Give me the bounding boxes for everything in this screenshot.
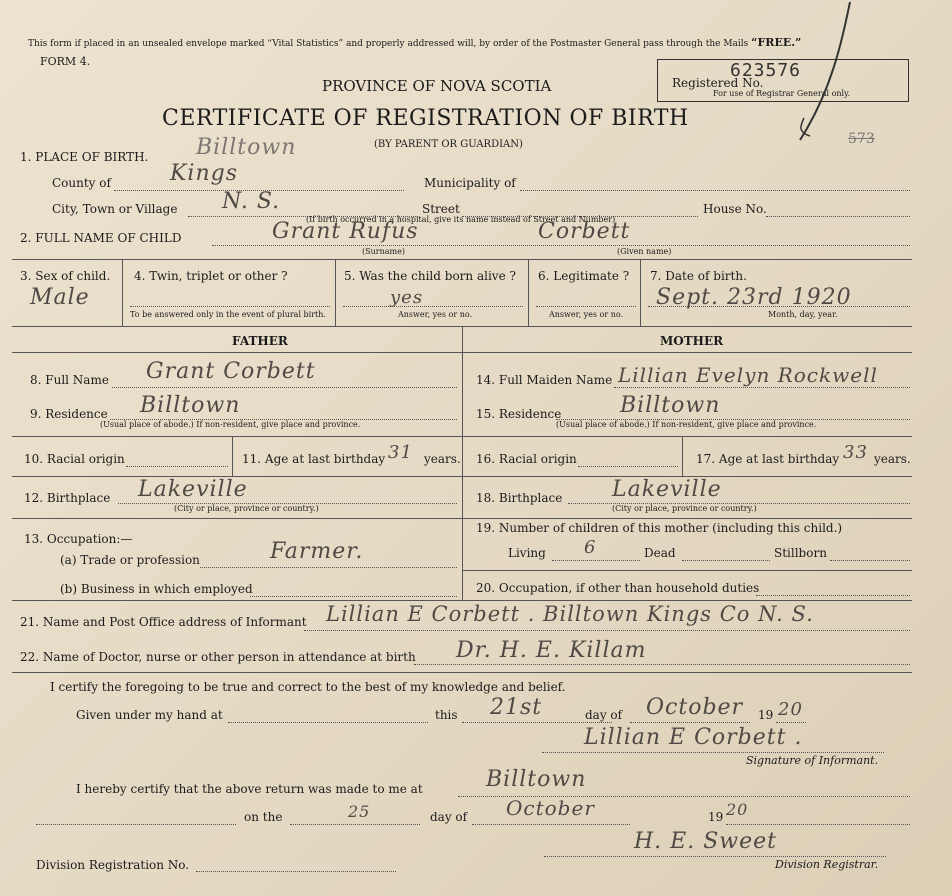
mother-birthplace-label: 18. Birthplace (476, 491, 563, 505)
alive-note: Answer, yes or no. (398, 310, 473, 319)
father-birthplace-note: (City or place, province or country.) (174, 504, 319, 513)
mother-age-label: 17. Age at last birthday (696, 452, 840, 466)
alive-label: 5. Was the child born alive ? (344, 269, 516, 283)
mother-racial-label: 16. Racial origin (476, 452, 577, 466)
informant-label: 21. Name and Post Office address of Informant (20, 615, 307, 629)
return-day-of-label: day of (430, 810, 468, 824)
house-line (766, 216, 910, 217)
child-given-name: Grant Rufus (272, 219, 419, 244)
div-reg-no-line (196, 871, 396, 872)
given-year-line (776, 722, 806, 723)
given-day-value: 21st (490, 695, 543, 720)
father-residence-note: (Usual place of abode.) If non-resident, give place and province. (100, 420, 361, 429)
informant-signature: Lillian E Corbett . (584, 725, 803, 750)
return-year-prefix: 19 (708, 810, 724, 824)
on-the-label: on the (244, 810, 283, 824)
mother-years: years. (874, 452, 911, 466)
given-place-line (228, 722, 428, 723)
given-day-line (462, 722, 612, 723)
informant-signature-label: Signature of Informant. (746, 754, 879, 767)
page-title: CERTIFICATE OF REGISTRATION OF BIRTH (162, 106, 689, 131)
registrar-label: Division Registrar. (775, 858, 879, 871)
father-residence-value: Billtown (140, 393, 241, 418)
stillborn-line (830, 560, 910, 561)
mother-occupation-label: 20. Occupation, if other than household duties (476, 581, 760, 595)
return-place-value: Billtown (486, 767, 587, 792)
province-heading: PROVINCE OF NOVA SCOTIA (322, 77, 552, 95)
date-value: Sept. 23rd 1920 (656, 285, 852, 310)
trade-label: (a) Trade or profession (60, 553, 200, 567)
rule (462, 518, 912, 519)
rule (682, 436, 683, 476)
stillborn-label: Stillborn (774, 546, 827, 560)
given-day-of-label: day of (585, 708, 623, 722)
date-label: 7. Date of birth. (650, 269, 747, 283)
business-label: (b) Business in which employed (60, 582, 253, 596)
rule (12, 672, 912, 673)
registrar-signature-line (544, 856, 886, 857)
return-left-line (36, 824, 236, 825)
business-line (250, 596, 457, 597)
living-label: Living (508, 546, 546, 560)
date-note: Month, day, year. (768, 310, 838, 319)
rule (232, 436, 233, 476)
trade-line (200, 567, 457, 568)
mother-birthplace-value: Lakeville (612, 477, 722, 502)
father-occupation-label: 13. Occupation:— (24, 532, 133, 546)
county-value: Kings (170, 161, 239, 186)
doctor-label: 22. Name of Doctor, nurse or other person in attendance at birth (20, 650, 416, 664)
father-birthplace-label: 12. Birthplace (24, 491, 111, 505)
city-label: City, Town or Village (52, 202, 178, 216)
page-subtitle: (BY PARENT OR GUARDIAN) (374, 139, 523, 150)
child-surname: Corbett (538, 219, 631, 244)
city-value: N. S. (222, 189, 281, 214)
dead-label: Dead (644, 546, 676, 560)
given-month-line (630, 722, 750, 723)
rule (12, 600, 912, 601)
father-age-label: 11. Age at last birthday (242, 452, 386, 466)
given-month-value: October (646, 695, 744, 720)
trade-value: Farmer. (270, 539, 364, 564)
municipality-line (520, 190, 910, 191)
return-month-value: October (506, 796, 595, 820)
father-name-line (112, 387, 457, 388)
mother-name-label: 14. Full Maiden Name (476, 373, 613, 387)
county-label: County of (52, 176, 111, 190)
living-line (552, 560, 640, 561)
form-number: FORM 4. (40, 55, 91, 68)
rule (640, 259, 641, 326)
rule (12, 518, 462, 519)
surname-note: (Surname) (362, 247, 405, 256)
rule (12, 436, 462, 437)
given-year-prefix: 19 (758, 708, 774, 722)
father-age-value: 31 (388, 442, 413, 463)
sex-label: 3. Sex of child. (20, 269, 111, 283)
postal-notice: This form if placed in an unsealed envelope marked “Vital Statistics” and properly addressed will, by order of the Postmaster General pass through the Mails “FREE.” (28, 36, 802, 49)
rule (335, 259, 336, 326)
street-label: Street (422, 202, 460, 216)
given-label: Given under my hand at (76, 708, 223, 722)
date-line (648, 306, 910, 307)
dead-line (682, 560, 770, 561)
return-day-line (290, 824, 420, 825)
father-racial-label: 10. Racial origin (24, 452, 125, 466)
rule (122, 259, 123, 326)
return-year-line (726, 824, 910, 825)
rule (12, 352, 912, 353)
mother-age-value: 33 (843, 442, 868, 463)
rule (462, 326, 463, 600)
rule (528, 259, 529, 326)
mother-birthplace-note: (City or place, province or country.) (612, 504, 757, 513)
twin-label: 4. Twin, triplet or other ? (134, 269, 288, 283)
father-name-value: Grant Corbett (146, 359, 316, 384)
doctor-value: Dr. H. E. Killam (456, 638, 647, 663)
municipality-label: Municipality of (424, 176, 516, 190)
informant-line (304, 630, 910, 631)
mother-racial-line (578, 466, 678, 467)
father-birthplace-value: Lakeville (138, 477, 248, 502)
rule (12, 259, 912, 260)
mother-residence-value: Billtown (620, 393, 721, 418)
doctor-line (414, 664, 910, 665)
return-day-value: 25 (348, 802, 371, 821)
rule (462, 436, 912, 437)
alive-line (343, 306, 523, 307)
informant-signature-line (542, 752, 884, 753)
certify-statement: I certify the foregoing to be true and correct to the best of my knowledge and belief. (50, 680, 566, 694)
given-year-value: 20 (778, 699, 803, 720)
margin-number: 573 (848, 131, 875, 147)
living-value: 6 (584, 537, 597, 558)
div-reg-no-label: Division Registration No. (36, 858, 190, 872)
legitimate-note: Answer, yes or no. (549, 310, 624, 319)
registered-label: Registered No. (672, 76, 764, 90)
twin-line (130, 306, 330, 307)
child-name-label: 2. FULL NAME OF CHILD (20, 231, 182, 245)
mother-name-value: Lillian Evelyn Rockwell (618, 363, 878, 387)
return-label: I hereby certify that the above return was made to me at (76, 782, 423, 796)
hospital-note: (If birth occurred in a hospital, give its name instead of Street and Number) (306, 215, 616, 224)
child-name-line (212, 245, 910, 246)
pen-stroke (780, 0, 860, 150)
return-year-value: 20 (726, 800, 749, 819)
legitimate-label: 6. Legitimate ? (538, 269, 630, 283)
father-name-label: 8. Full Name (30, 373, 109, 387)
alive-value: yes (390, 287, 424, 308)
place-of-birth-value: Billtown (196, 135, 297, 160)
mother-residence-note: (Usual place of abode.) If non-resident, give place and province. (556, 420, 817, 429)
mother-heading: MOTHER (660, 334, 724, 348)
return-month-line (472, 824, 630, 825)
given-name-note: (Given name) (617, 247, 672, 256)
father-racial-line (126, 466, 228, 467)
sex-value: Male (30, 285, 90, 310)
rule (462, 570, 912, 571)
father-heading: FATHER (232, 334, 288, 348)
twin-note: To be answered only in the event of plural birth. (130, 310, 326, 319)
mother-residence-label: 15. Residence (476, 407, 562, 421)
children-label: 19. Number of children of this mother (including this child.) (476, 521, 843, 535)
mother-name-line (614, 387, 910, 388)
place-of-birth-label: 1. PLACE OF BIRTH. (20, 150, 149, 164)
house-label: House No. (703, 202, 767, 216)
registrar-use-note: For use of Registrar General only. (713, 89, 851, 98)
informant-value: Lillian E Corbett . Billtown Kings Co N. S. (326, 602, 814, 626)
registrar-signature: H. E. Sweet (634, 829, 777, 854)
father-residence-label: 9. Residence (30, 407, 108, 421)
this-label: this (435, 708, 458, 722)
mother-occupation-line (756, 595, 910, 596)
father-years: years. (424, 452, 461, 466)
legitimate-line (536, 306, 636, 307)
registered-number: 623576 (730, 60, 802, 81)
